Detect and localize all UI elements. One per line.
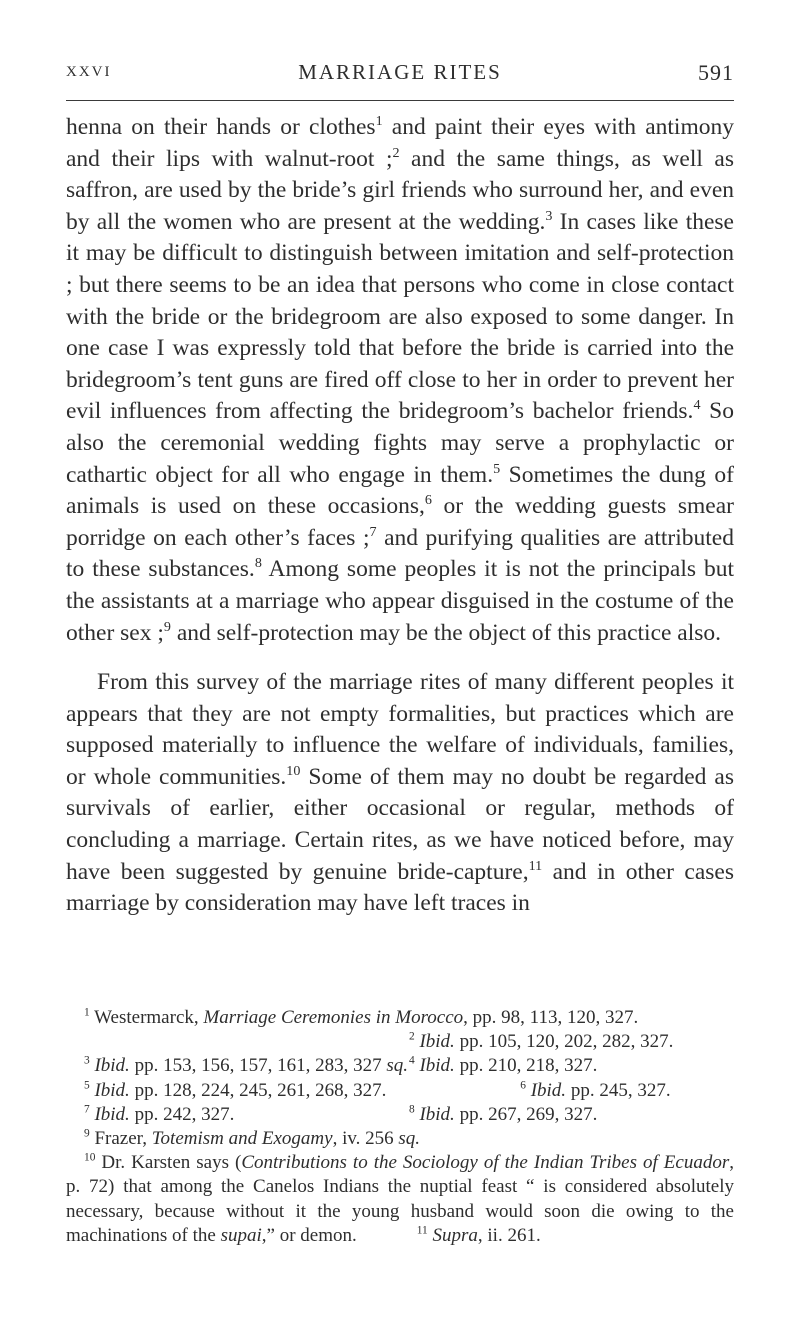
footnote-2 [66, 1030, 409, 1054]
paragraph [66, 667, 734, 920]
footnote-ref: 2 [392, 144, 400, 161]
footnote-2-text: $^2$ Ibid. pp. 105, 120, 202, 282, 327. [409, 1030, 674, 1053]
footnote-ref: 11 [528, 857, 543, 874]
footnote-ref: 6 [424, 492, 432, 509]
footnote-1: $^1$ Westermarck, Marriage Ceremonies in Morocco, pp. 98, 113, 120, 327. [84, 1006, 639, 1028]
footnote-row [66, 1103, 734, 1127]
text-run: So also the ceremonial wedding fights may serve a prophylactic or cathartic object for all who engage in them. [66, 398, 734, 488]
text-run: Some of them may no doubt be regarded as survivals of earlier, either occasional or regular, methods of concluding a marriage. Certain rites, as we have noticed before, may have been suggested by genuine bride-capture, [66, 763, 734, 885]
footnote-8: $^8$ Ibid. pp. 267, 269, 327. [409, 1103, 598, 1125]
body-text [66, 112, 734, 920]
footnote-4: $^4$ Ibid. pp. 210, 218, 327. [409, 1055, 598, 1077]
text-run: Sometimes the dung of animals is used on these occasions, [66, 461, 734, 520]
footnote-row [66, 1054, 734, 1078]
text-run: and self-protection may be the object of this practice also. [170, 619, 722, 646]
footnote-ref: 8 [254, 555, 262, 572]
footnote-5: $^5$ Ibid. pp. 128, 224, 245, 261, 268, 327. [84, 1079, 387, 1101]
footnote-ref: 7 [369, 523, 377, 540]
footnote-ref: 5 [493, 460, 501, 477]
text-run: and the same things, as well as saffron, are used by the bride’s girl friends who surround her, and even by all the women who are present at the wedding. [66, 145, 734, 235]
footnote-ref: 3 [545, 207, 553, 224]
text-run: From this survey of the marriage rites of many different peoples it appears that they are not empty formalities, but practices which are supposed materially to influence the welfare of individuals, families, or whole communities. [66, 669, 734, 790]
page-number: 591 [698, 60, 734, 85]
text-run: henna on their hands or clothes [66, 114, 376, 140]
footnote-row [66, 1079, 734, 1103]
footnote-ref: 9 [163, 618, 171, 635]
footnote-7: $^7$ Ibid. pp. 242, 327. [84, 1103, 235, 1125]
text-run: In cases like these it may be difficult to distinguish between imitation and self-protection ; but there seems to be an idea that persons who come in close contact with the bride or the bridegroom are also exposed to some danger. In one case I was expressly told that before the bride is carried into the bridegroom’s tent guns are fired off close to her in order to prevent her evil influences from affecting the bridegroom’s bachelor friends. [66, 208, 734, 425]
footnotes [66, 1006, 734, 1248]
text-run: Among some peoples it is not the principals but the assistants at a marriage who appear disguised in the costume of the other sex ; [66, 556, 734, 646]
footnote-9: $^9$ Frazer, Totemism and Exogamy, iv. 256 sq. [84, 1127, 421, 1150]
footnote-ref: 1 [375, 113, 383, 130]
text-run: and paint their eyes with antimony and their lips with walnut-root ; [66, 114, 734, 172]
footnote-6: $^6$ Ibid. pp. 245, 327. [520, 1079, 671, 1101]
paragraph [66, 112, 734, 649]
running-title: MARRIAGE RITES [298, 60, 502, 84]
footnote-row [66, 1030, 734, 1054]
footnote-3: $^3$ Ibid. pp. 153, 156, 157, 161, 283, 327 sq. [84, 1055, 408, 1077]
footnote-10: $^{10}$ Dr. Karsten says (Contributions to the Sociology of the Indian Tribes of Ecuador, p. 72) that among the Canelos Indians the nuptial feast “ is considered absolutely necessary, because without it the young husband would soon die owing to the machinations of the supai,” or demon. $^{11}$ Supra, ii. 261. [66, 1151, 734, 1246]
text-run: or the wedding guests smear porridge on each other’s faces ; [66, 493, 734, 551]
footnote-ref: 10 [286, 763, 301, 780]
footnote-ref: 4 [693, 397, 701, 414]
running-header [66, 60, 734, 100]
text-run: and purifying qualities are attributed to these substances. [66, 524, 734, 583]
chapter-number: XXVI [66, 64, 112, 80]
header-rule [66, 100, 734, 101]
text-run: and in other cases marriage by consideration may have left traces in [66, 858, 735, 917]
